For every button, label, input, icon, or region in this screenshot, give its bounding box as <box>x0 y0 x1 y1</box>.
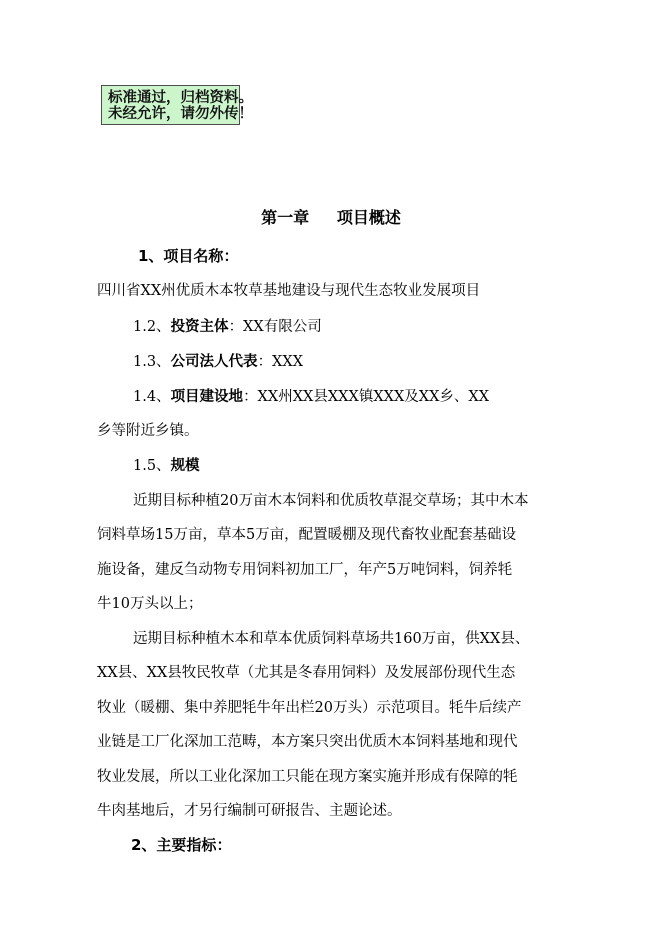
item-1-4-continuation: 乡等附近乡镇。 <box>97 423 199 439</box>
item-1-4-label: 项目建设地 <box>170 389 244 405</box>
item-1-3 <box>133 350 303 371</box>
item-1-2-value: ：XX有限公司 <box>228 319 322 335</box>
para2-line: 业链是工厂化深加工范畴，本方案只突出优质木本饲料基地和现代 <box>97 734 518 750</box>
para1-line: 饲料草场15万亩，草本5万亩，配置暖棚及现代畜牧业配套基础设 <box>97 527 517 543</box>
item-1-3-value: ：XXX <box>257 354 304 370</box>
para1-line: 施设备，建反刍动物专用饲料初加工厂，年产5万吨饲料，饲养牦 <box>97 562 513 578</box>
para2-line: 牛肉基地后，才另行编制可研报告、主题论述。 <box>97 803 402 819</box>
item-1-3-num: 1.3、 <box>133 354 171 370</box>
confidentiality-stamp <box>101 85 253 125</box>
item-1-5-label: 规模 <box>170 458 200 474</box>
para2-line: 远期目标种植木本和草本优质饲料草场共160万亩，供XX县、 <box>133 631 530 647</box>
item-1-4-num: 1.4、 <box>133 389 171 405</box>
item-1-3-label: 公司法人代表 <box>170 354 258 370</box>
project-name: 四川省XX州优质木本牧草基地建设与现代生态牧业发展项目 <box>97 283 481 299</box>
para2-line: 牧业（暖棚、集中养肥牦牛年出栏20万头）示范项目。牦牛后续产 <box>97 700 522 716</box>
item-1-4 <box>133 385 489 406</box>
para2-line: 牧业发展，所以工业化深加工只能在现方案实施并形成有保障的牦 <box>97 769 518 785</box>
stamp-line-2: 未经允许，请勿外传！ <box>108 106 253 122</box>
para1-line: 近期目标种植20万亩木本饲料和优质牧草混交草场；其中木本 <box>133 493 529 509</box>
para1-line: 牛10万头以上； <box>97 596 203 612</box>
stamp-line-1: 标准通过，归档资料。 <box>108 90 253 106</box>
item-1-2 <box>133 315 322 336</box>
item-1-2-num: 1.2、 <box>133 319 171 335</box>
item-1-4-value: ：XX州XX县XXX镇XXX及XX乡、XX <box>243 389 490 405</box>
chapter-title: 第一章 项目概述 <box>261 208 401 227</box>
section-2-heading: 2、主要指标： <box>131 836 232 854</box>
item-1-5 <box>133 454 200 475</box>
section-1-heading: 1、项目名称： <box>138 247 239 265</box>
item-1-5-num: 1.5、 <box>133 458 171 474</box>
para2-line: XX县、XX县牧民牧草（尤其是冬春用饲料）及发展部份现代生态 <box>97 665 516 681</box>
item-1-2-label: 投资主体 <box>170 319 229 335</box>
